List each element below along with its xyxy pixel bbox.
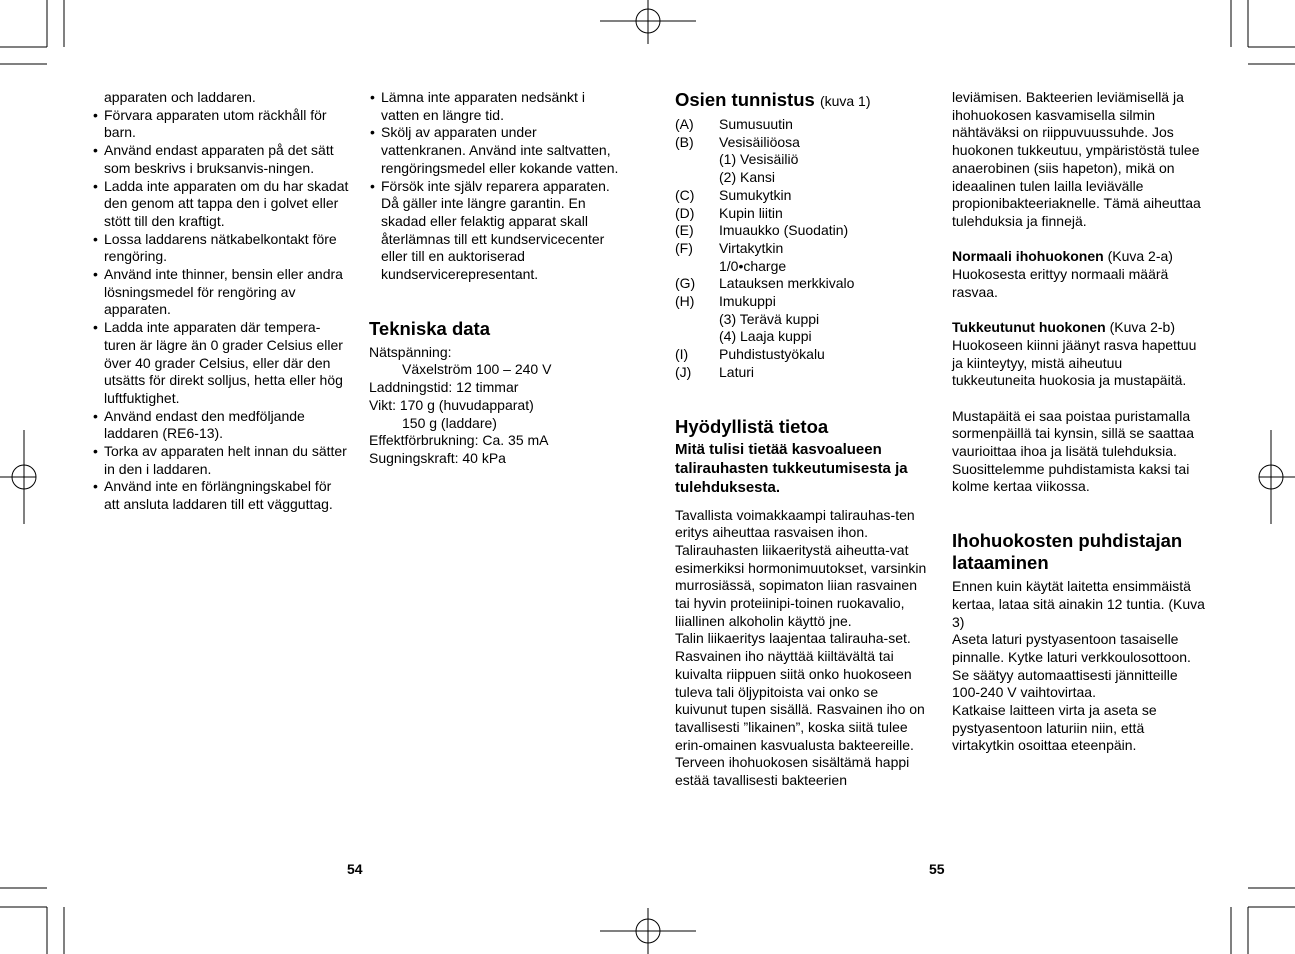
part-h3: (3) Terävä kuppi	[719, 310, 820, 327]
info-subheading: Mitä tulisi tietää kasvoalueen talirauhasten tukkeutumisesta ja tulehduksesta.	[675, 440, 908, 496]
blocked-pore-ref: (Kuva 2-b)	[1109, 319, 1175, 336]
part-h4: (4) Laaja kuppi	[719, 328, 812, 345]
weight-main: Vikt: 170 g (huvudapparat)	[369, 396, 534, 413]
charging-paragraph: Aseta laturi pystyasentoon tasaiselle pinnalle. Kytke laturi verkkoulosottoon. Se säätyy automaattisesti jännitteille 100-240 V vaihtovirtaa.	[952, 631, 1191, 701]
column-3	[675, 89, 930, 790]
blocked-pore	[952, 319, 1206, 337]
part-f1: 1/0•charge	[719, 257, 787, 274]
part-key: (A)	[675, 116, 694, 132]
list-item: • Skölj av apparaten under vattenkranen. Använd inte saltvatten, rengöringsmedel eller kokande vatten.	[369, 124, 619, 177]
part-key: (D)	[675, 204, 695, 221]
part-key: (J)	[675, 363, 692, 380]
part-name: Sumukytkin	[719, 186, 792, 203]
list-item: • Försök inte själv reparera apparaten. Då gäller inte längre garantin. En skadad eller felaktig apparat skall återlämnas till ett kundservicecenter eller till en auktoriserad kundservicerepresentant.	[369, 178, 619, 284]
safety-list	[92, 107, 350, 514]
part-name: Latauksen merkkivalo	[719, 275, 855, 292]
part-key: (E)	[675, 222, 694, 239]
page-number-left: 54	[347, 861, 363, 877]
part-name: Virtakytkin	[719, 239, 784, 256]
part-name: Vesisäiliöosa	[719, 133, 800, 150]
part-key: (H)	[675, 293, 695, 310]
normal-pore-label: Normaali ihohuokonen	[952, 248, 1104, 265]
part-c	[675, 187, 930, 205]
part-name: Kupin liitin	[719, 204, 783, 221]
list-item: • Ladda inte apparaten om du har skadat den genom att tappa den i golvet eller stött till den kraftigt.	[92, 178, 350, 231]
tech-data-heading: Tekniska data	[369, 317, 490, 339]
parts-heading-text: Osien tunnistus	[675, 89, 815, 110]
info-paragraph: Tavallista voimakkaampi talirauhas-ten eritys aiheuttaa rasvaisen ihon. Talirauhasten liikaeritystä aiheutta-vat esimerkiksi hormonimuutokset, varsinkin murrosiässä, sopimaton liian rasvainen tai hyvin proteiinipi-toinen ruokavalio, liiallinen alkoholin käyttö jne.	[675, 506, 927, 629]
list-item: • Förvara apparaten utom räckhåll för barn.	[92, 107, 350, 142]
part-a	[675, 116, 930, 134]
blocked-pore-label: Tukkeutunut huokonen	[952, 319, 1106, 336]
part-b	[675, 134, 930, 152]
info-heading: Hyödyllistä tietoa	[675, 415, 829, 437]
parts-heading-ref: (kuva 1)	[819, 93, 871, 109]
part-key: (B)	[675, 133, 694, 150]
tech-data	[369, 344, 619, 468]
charging-time: Laddningstid: 12 timmar	[369, 379, 519, 396]
column-4	[952, 89, 1206, 755]
column-2	[369, 89, 619, 468]
charging-heading: Ihohuokosten puhdistajan lataaminen	[952, 530, 1183, 574]
column-1	[92, 89, 350, 514]
list-item: • Använd endast den medföljande laddaren (RE6-13).	[92, 408, 350, 443]
voltage-label: Nätspänning:	[369, 343, 452, 360]
part-key: (F)	[675, 239, 693, 256]
blackheads-paragraph: Mustapäitä ei saa poistaa puristamalla sormenpäillä tai kynsin, sillä se saattaa vaurioittaa ihoa ja lisätä tulehduksia. Suosittelemme puhdistamista kaksi tai kolme kertaa viikossa.	[952, 407, 1195, 495]
part-e	[675, 222, 930, 240]
part-g	[675, 275, 930, 293]
part-key: (C)	[675, 186, 695, 203]
blocked-pore-text: Huokoseen kiinni jäänyt rasva hapettuu ja kiinteytyy, mistä aiheutuu tukkeutuneita huokosia ja mustapäitä.	[952, 336, 1197, 389]
part-b1: (1) Vesisäiliö	[719, 151, 799, 168]
part-name: Imuaukko (Suodatin)	[719, 222, 849, 239]
charging-paragraph: Ennen kuin käytät laitetta ensimmäistä kertaa, lataa sitä ainakin 12 tuntia. (Kuva 3)	[952, 578, 1205, 630]
safety-list-continued	[369, 89, 619, 284]
page-number-right: 55	[929, 861, 945, 877]
weight-charger: 150 g (laddare)	[402, 414, 497, 431]
part-name: Puhdistustyökalu	[719, 346, 825, 363]
list-item: • Använd inte en förlängningskabel för att ansluta laddaren till ett vägguttag.	[92, 478, 350, 513]
part-name: Imukuppi	[719, 293, 776, 310]
power-consumption: Effektförbrukning: Ca. 35 mA	[369, 432, 549, 449]
normal-pore	[952, 248, 1206, 266]
charging-paragraph: Katkaise laitteen virta ja aseta se pystyasentoon laturiin niin, että virtakytkin osoittaa eteenpäin.	[952, 702, 1157, 754]
part-j	[675, 364, 930, 382]
voltage-value: Växelström 100 – 240 V	[402, 361, 552, 378]
part-key: (I)	[675, 346, 689, 363]
continued-text: apparaten och laddaren.	[104, 89, 256, 105]
list-item: • Lämna inte apparaten nedsänkt i vatten en längre tid.	[369, 89, 619, 124]
parts-list	[675, 116, 930, 382]
list-item: • Torka av apparaten helt innan du sätter in den i laddaren.	[92, 443, 350, 478]
body-paragraph: leviämisen. Bakteerien leviämisellä ja ihohuokosen kasvamisella silmin nähtäväksi on riippuvuussuhde. Jos huokonen tukkeutuu, ympäristöstä tulee anaerobinen (siis hapeton), mikä on ideaalinen tulen lailla leviävälle propionibakteeriaknelle. Tämä aiheuttaa tulehduksia ja finnejä.	[952, 89, 1201, 229]
part-key: (G)	[675, 275, 696, 292]
list-item: • Använd endast apparaten på det sätt som beskrivs i bruksanvis-ningen.	[92, 142, 350, 177]
suction-force: Sugningskraft: 40 kPa	[369, 449, 506, 466]
parts-heading	[675, 89, 930, 112]
info-paragraph: Talin liikaeritys laajentaa talirauha-set. Rasvainen iho näyttää kiiltävältä tai kuivalta riippuen siitä onko huokoseen tuleva tali öljypitoista vai onko se kuivunut tupen sisällä. Rasvainen iho on tavallisesti ”likainen”, koska siitä tulee erin-omainen kasvualusta bakteereille. Terveen ihohuokosen sisältämä happi estää tavallisesti bakteerien	[675, 630, 925, 789]
part-h	[675, 293, 930, 311]
normal-pore-ref: (Kuva 2-a)	[1107, 248, 1173, 265]
part-f	[675, 240, 930, 258]
list-item: • Lossa laddarens nätkabelkontakt före rengöring.	[92, 231, 350, 266]
list-item: • Ladda inte apparaten där tempera-turen är lägre än 0 grader Celsius eller över 40 grader Celsius, eller där den utsätts för direkt solljus, hetta eller hög luftfuktighet.	[92, 319, 350, 408]
part-b2: (2) Kansi	[719, 169, 776, 186]
part-d	[675, 205, 930, 223]
part-i	[675, 346, 930, 364]
list-item: • Använd inte thinner, bensin eller andra lösningsmedel för rengöring av apparaten.	[92, 266, 350, 319]
normal-pore-text: Huokosesta erittyy normaali määrä rasvaa.	[952, 266, 1169, 300]
part-name: Laturi	[719, 363, 755, 380]
part-name: Sumusuutin	[719, 116, 793, 132]
